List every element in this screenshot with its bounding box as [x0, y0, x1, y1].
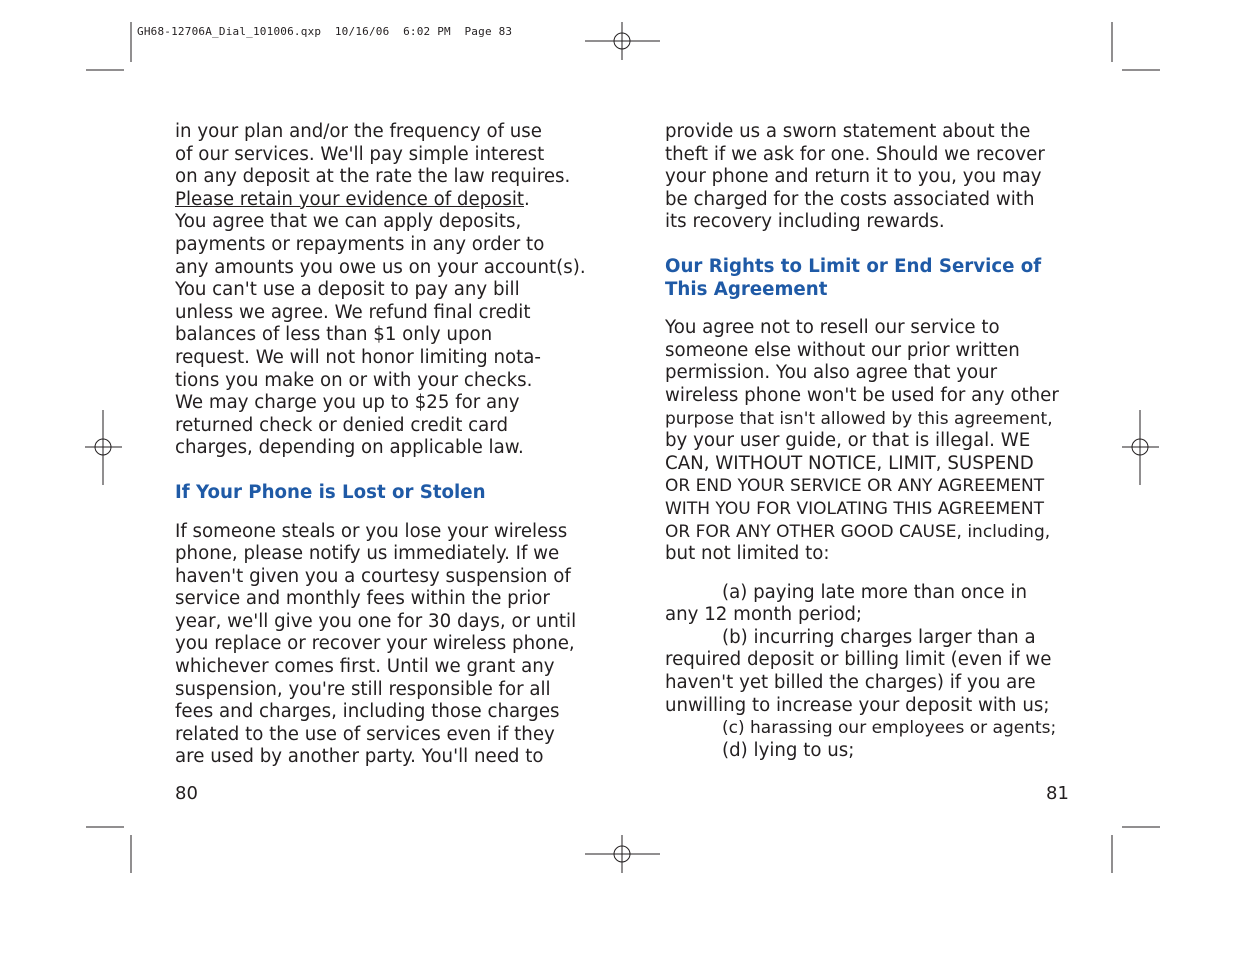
text-line: unless we agree. We refund final credit [175, 301, 531, 323]
text-line: in your plan and/or the frequency of use [175, 121, 542, 142]
deposit-paragraph [175, 121, 585, 460]
list-item-c: (c) harassing our employees or agents; [722, 718, 1057, 739]
retain-evidence-text: Please retain your evidence of deposit [175, 188, 524, 210]
text-line: payments or repayments in any order to [175, 233, 545, 255]
list-item-b-continued: unwilling to increase your deposit with us; [665, 694, 1050, 716]
text-line: wireless phone won't be used for any other [665, 384, 1059, 406]
text-line: provide us a sworn statement about the [665, 121, 1031, 142]
retain-period: . [524, 188, 530, 210]
resell-paragraph [665, 317, 1075, 566]
text-line: are used by another party. You'll need to [175, 746, 544, 768]
text-line: You agree not to resell our service to [665, 317, 1000, 339]
text-line: tions you make on or with your checks. [175, 369, 533, 391]
text-line: your phone and return it to you, you may [665, 166, 1042, 188]
section-heading-lost-stolen: If Your Phone is Lost or Stolen [175, 481, 486, 503]
text-line: WITH YOU FOR VIOLATING THIS AGREEMENT [665, 498, 1045, 519]
list-item-a-continued: any 12 month period; [665, 604, 863, 626]
text-line [175, 189, 585, 212]
text-line: on any deposit at the rate the law requires. [175, 166, 571, 188]
right-page-body [665, 121, 1075, 762]
registration-mark-icon [585, 22, 660, 60]
text-line: by your user guide, or that is illegal. WE [665, 430, 1031, 452]
text-line: fees and charges, including those charges [175, 701, 560, 723]
text-line: charges, depending on applicable law. [175, 437, 524, 459]
list-item-b-continued: required deposit or billing limit (even if we [665, 649, 1052, 671]
text-line: you replace or recover your wireless phone, [175, 633, 575, 655]
text-line: You agree that we can apply deposits, [175, 211, 522, 233]
text-line: CAN, WITHOUT NOTICE, LIMIT, SUSPEND [665, 452, 1034, 474]
list-item-d: (d) lying to us; [722, 739, 855, 761]
list-item-b-continued: haven't yet billed the charges) if you are [665, 672, 1036, 694]
text-line: theft if we ask for one. Should we recover [665, 143, 1045, 165]
lost-stolen-paragraph [175, 521, 585, 770]
text-line: purpose that isn't allowed by this agreement, [665, 408, 1053, 429]
text-line: balances of less than $1 only upon [175, 324, 493, 346]
sworn-statement-paragraph [665, 121, 1075, 234]
text-line: We may charge you up to $25 for any [175, 392, 520, 414]
text-line: its recovery including rewards. [665, 211, 945, 233]
text-line: related to the use of services even if they [175, 723, 555, 745]
text-line: service and monthly fees within the prior [175, 588, 550, 610]
text-line: any amounts you owe us on your account(s). [175, 256, 586, 278]
text-line: be charged for the costs associated with [665, 188, 1035, 210]
text-line: returned check or denied credit card [175, 414, 508, 436]
list-item-a: (a) paying late more than once in [722, 581, 1027, 603]
text-line: You can't use a deposit to pay any bill [175, 279, 520, 301]
text-line: OR FOR ANY OTHER GOOD CAUSE, including, [665, 521, 1051, 542]
text-line: haven't given you a courtesy suspension of [175, 565, 571, 587]
text-line: of our services. We'll pay simple interest [175, 143, 545, 165]
text-line: OR END YOUR SERVICE OR ANY AGREEMENT [665, 476, 1045, 497]
list-item-b: (b) incurring charges larger than a [722, 626, 1036, 648]
registration-mark-icon [1122, 410, 1159, 485]
text-line: phone, please notify us immediately. If we [175, 543, 560, 565]
page-number-left: 80 [175, 783, 198, 804]
page-number-right: 81 [1046, 783, 1069, 804]
text-line: permission. You also agree that your [665, 362, 998, 384]
registration-mark-icon [85, 410, 122, 485]
text-line: whichever comes first. Until we grant any [175, 656, 555, 678]
text-line: request. We will not honor limiting nota- [175, 346, 541, 368]
text-line: year, we'll give you one for 30 days, or until [175, 610, 577, 632]
text-line: someone else without our prior written [665, 339, 1020, 361]
section-heading-rights-limit [665, 256, 1075, 301]
text-line: If someone steals or you lose your wireless [175, 520, 568, 542]
heading-line: This Agreement [665, 278, 828, 300]
text-line: suspension, you're still responsible for all [175, 678, 551, 700]
left-page-body [175, 121, 585, 769]
violation-list [665, 582, 1075, 763]
registration-mark-icon [585, 835, 660, 873]
text-line: but not limited to: [665, 543, 830, 565]
heading-line: Our Rights to Limit or End Service of [665, 255, 1042, 277]
print-slug-line: GH68-12706A_Dial_101006.qxp 10/16/06 6:02 PM Page 83 [137, 25, 513, 38]
